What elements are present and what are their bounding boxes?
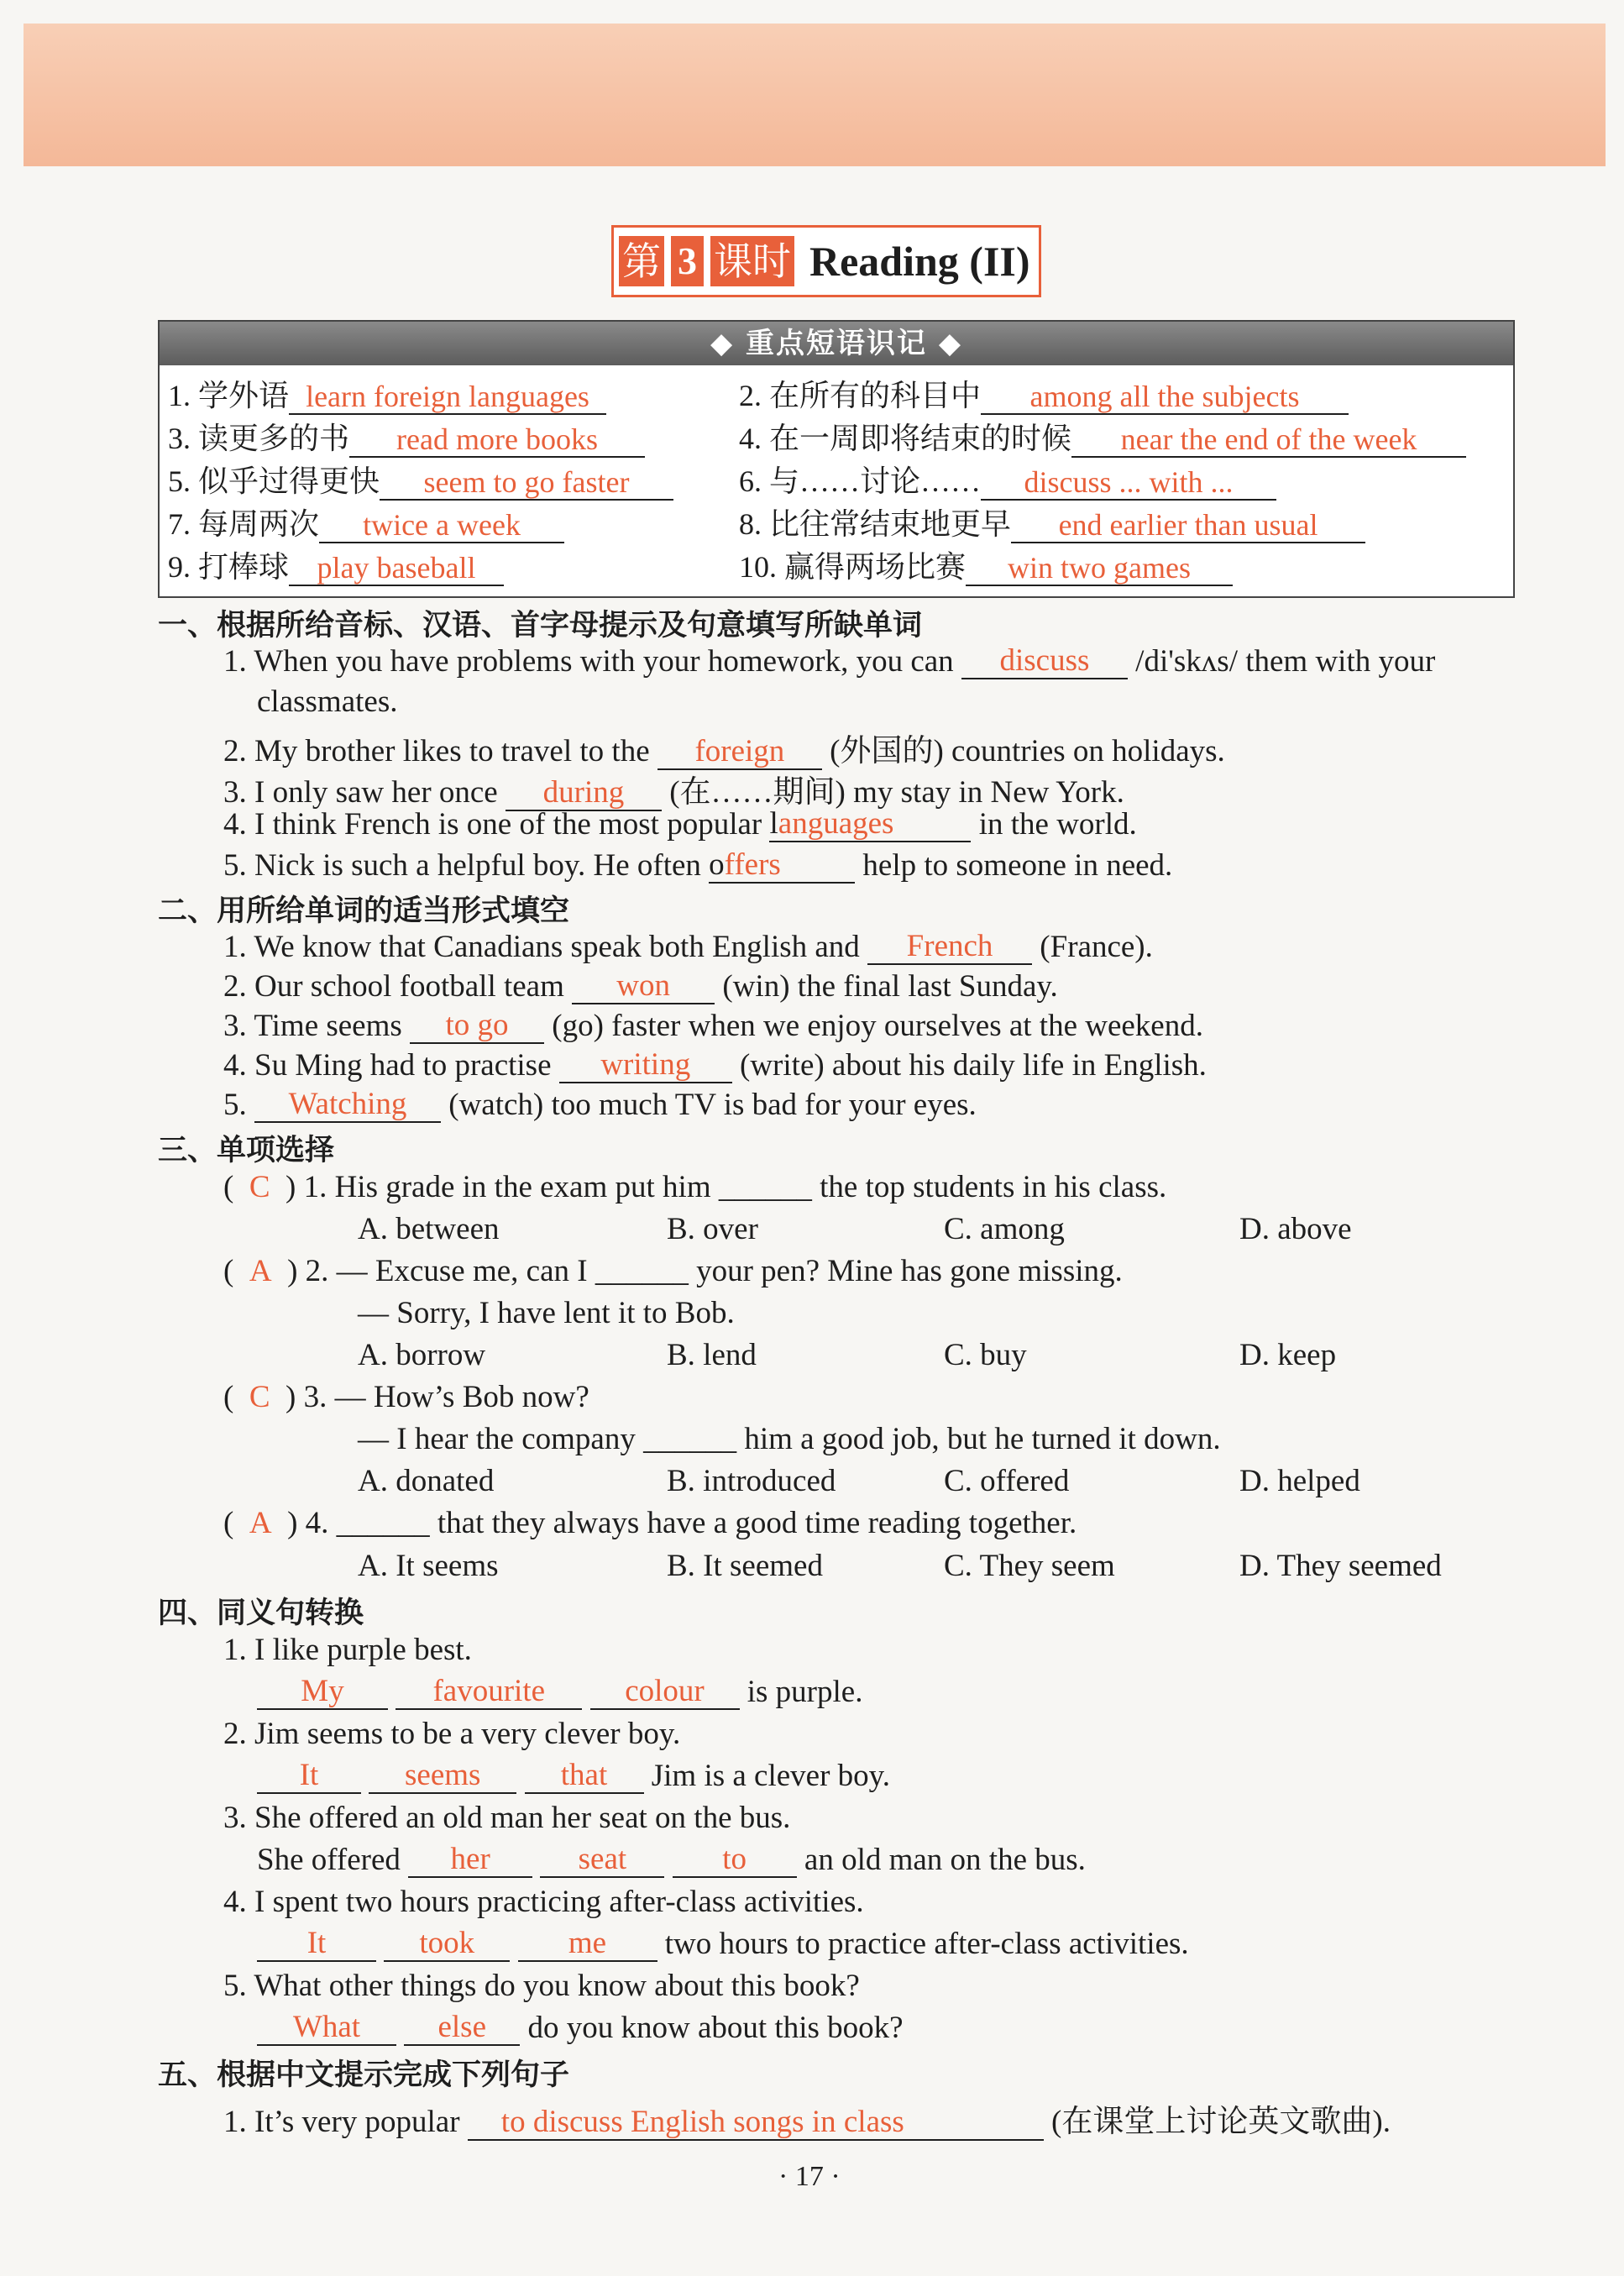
exercise-line: 4. Su Ming had to practise writing (write) about his daily life in English. (223, 1047, 1207, 1083)
phrase-row (160, 453, 1513, 499)
option: D. helped (1239, 1464, 1360, 1498)
exercise-line: 5. Watching (watch) too much TV is bad for your eyes. (223, 1087, 977, 1122)
phrase-question: 1. 学外语 (168, 379, 290, 412)
section-5-title: 五、根据中文提示完成下列句子 (158, 2058, 570, 2092)
original-sentence: 1. I like purple best. (223, 1633, 472, 1667)
header-band (24, 24, 1606, 166)
page-number: · 17 · (778, 2161, 841, 2192)
phrase-question: 5. 似乎过得更快 (168, 464, 380, 498)
phrase-answer: seem to go faster (380, 465, 673, 501)
option: C. buy (944, 1338, 1027, 1372)
option: B. lend (667, 1338, 757, 1372)
option: C. among (944, 1212, 1065, 1246)
answer-blank: colour (590, 1675, 740, 1710)
answer-blank: her (408, 1843, 532, 1878)
section-3-title: 三、单项选择 (158, 1134, 335, 1167)
phrase-answer: among all the subjects (981, 380, 1349, 415)
answer-blank: to (673, 1843, 797, 1878)
answer-blank: to go (410, 1009, 544, 1044)
option: C. offered (944, 1464, 1070, 1498)
phrase-answer: end earlier than usual (1011, 508, 1365, 543)
phrase-answer: discuss ... with ... (981, 465, 1276, 501)
exercise-line: 4. I think French is one of the most popular languages in the world. (223, 806, 1137, 842)
answer-blank: discuss (961, 644, 1128, 679)
option: D. keep (1239, 1338, 1337, 1372)
phrase-answer: near the end of the week (1071, 422, 1466, 458)
choice-question: ( C ) 3. — How’s Bob now? (223, 1380, 589, 1414)
answer-blank: else (404, 2011, 520, 2046)
rewrite-line: My favourite colour is purple. (257, 1674, 862, 1710)
answer-blank: to discuss English songs in class (468, 2106, 1044, 2141)
original-sentence: 4. I spent two hours practicing after-class activities. (223, 1885, 864, 1919)
choice-question: ( A ) 4. ______ that they always have a good time reading together. (223, 1506, 1077, 1540)
phrase-answer: twice a week (319, 508, 564, 543)
exercise-line: 2. My brother likes to travel to the foreign (外国的) countries on holidays. (223, 734, 1225, 768)
exercise-line: 3. I only saw her once during (在……期间) my stay in New York. (223, 775, 1124, 810)
phrase-question: 2. 在所有的科目中 (739, 379, 982, 412)
choice-question: ( C ) 1. His grade in the exam put him ______ the top students in his class. (223, 1170, 1167, 1204)
dialogue-line: — Sorry, I have lent it to Bob. (358, 1296, 735, 1330)
exercise-line: 1. It’s very popular to discuss English songs in class (在课堂上讨论英文歌曲). (223, 2105, 1391, 2139)
option: A. between (358, 1212, 500, 1246)
phrase-answer: read more books (349, 422, 645, 458)
option: B. It seemed (667, 1549, 823, 1583)
rewrite-line: She offered her seat to an old man on the bus. (257, 1842, 1086, 1877)
answer-blank: It (257, 1759, 361, 1794)
answer-blank: favourite (396, 1675, 582, 1710)
exercise-line: 1. We know that Canadians speak both English and French (France). (223, 929, 1153, 964)
rewrite-line: It took me two hours to practice after-class activities. (257, 1926, 1189, 1962)
option: C. They seem (944, 1549, 1115, 1583)
answer-blank: offers (709, 848, 855, 884)
phrase-row (160, 496, 1513, 542)
answer-blank: seat (540, 1843, 664, 1878)
phrase-answer: win two games (966, 551, 1233, 586)
original-sentence: 2. Jim seems to be a very clever boy. (223, 1717, 681, 1751)
page-title: Reading (II) (809, 238, 1030, 285)
exercise-line: 5. Nick is such a helpful boy. He often offers help to someone in need. (223, 847, 1173, 883)
answer-blank: during (506, 776, 662, 811)
choice-answer: C (249, 1380, 270, 1414)
option: A. It seems (358, 1549, 499, 1583)
choice-answer: C (249, 1170, 270, 1204)
answer-blank: took (384, 1927, 510, 1962)
lesson-prefix: 第 (619, 236, 664, 286)
answer-blank: French (867, 930, 1032, 965)
phrase-answer: learn foreign languages (289, 380, 606, 415)
exercise-line: 1. When you have problems with your homework, you can discuss /di'skʌs/ them with your (223, 643, 1436, 679)
lesson-suffix: 课时 (710, 236, 794, 286)
phrase-question: 9. 打棒球 (168, 550, 290, 584)
exercise-line: 2. Our school football team won (win) the final last Sunday. (223, 968, 1058, 1004)
answer-blank: seems (369, 1759, 516, 1794)
option: B. over (667, 1212, 758, 1246)
answer-blank: Watching (254, 1088, 441, 1123)
phrase-answer: play baseball (289, 551, 504, 586)
phrase-question: 6. 与……讨论…… (739, 464, 982, 498)
choice-question: ( A ) 2. — Excuse me, can I ______ your pen? Mine has gone missing. (223, 1254, 1123, 1288)
answer-blank: won (572, 969, 715, 1004)
phrase-row (160, 410, 1513, 456)
option: A. donated (358, 1464, 495, 1498)
answer-blank: me (518, 1927, 657, 1962)
answer-blank: writing (559, 1048, 732, 1083)
phrase-question: 4. 在一周即将结束的时候 (739, 422, 1072, 455)
answer-blank: It (257, 1927, 376, 1962)
option: A. borrow (358, 1338, 486, 1372)
original-sentence: 3. She offered an old man her seat on the bus. (223, 1801, 791, 1835)
rewrite-line: What else do you know about this book? (257, 2010, 904, 2046)
answer-blank: What (257, 2011, 396, 2046)
phrase-question: 8. 比往常结束地更早 (739, 507, 1012, 541)
key-phrases-heading: ◆ 重点短语识记 ◆ (160, 322, 1513, 365)
answer-blank: languages (769, 807, 971, 842)
phrase-question: 10. 赢得两场比赛 (739, 550, 967, 584)
phrase-question: 7. 每周两次 (168, 507, 320, 541)
section-2-title: 二、用所给单词的适当形式填空 (158, 894, 570, 928)
dialogue-line: — I hear the company ______ him a good job, but he turned it down. (358, 1422, 1221, 1456)
key-phrases-box (158, 320, 1515, 598)
phrase-row (160, 367, 1513, 413)
exercise-line: classmates. (257, 684, 398, 719)
answer-blank: My (257, 1675, 388, 1710)
choice-answer: A (249, 1254, 272, 1288)
option: B. introduced (667, 1464, 836, 1498)
lesson-title (611, 225, 1041, 297)
answer-blank: that (525, 1759, 644, 1794)
phrase-row (160, 538, 1513, 585)
rewrite-line: It seems that Jim is a clever boy. (257, 1758, 890, 1794)
section-1-title: 一、根据所给音标、汉语、首字母提示及句意填写所缺单词 (158, 609, 923, 642)
exercise-line: 3. Time seems to go (go) faster when we enjoy ourselves at the weekend. (223, 1008, 1203, 1043)
original-sentence: 5. What other things do you know about this book? (223, 1969, 860, 2003)
lesson-number: 3 (671, 236, 704, 286)
answer-blank: foreign (657, 735, 822, 770)
option: D. above (1239, 1212, 1352, 1246)
choice-answer: A (249, 1506, 272, 1540)
option: D. They seemed (1239, 1549, 1442, 1583)
section-4-title: 四、同义句转换 (158, 1597, 364, 1630)
phrase-question: 3. 读更多的书 (168, 422, 350, 455)
